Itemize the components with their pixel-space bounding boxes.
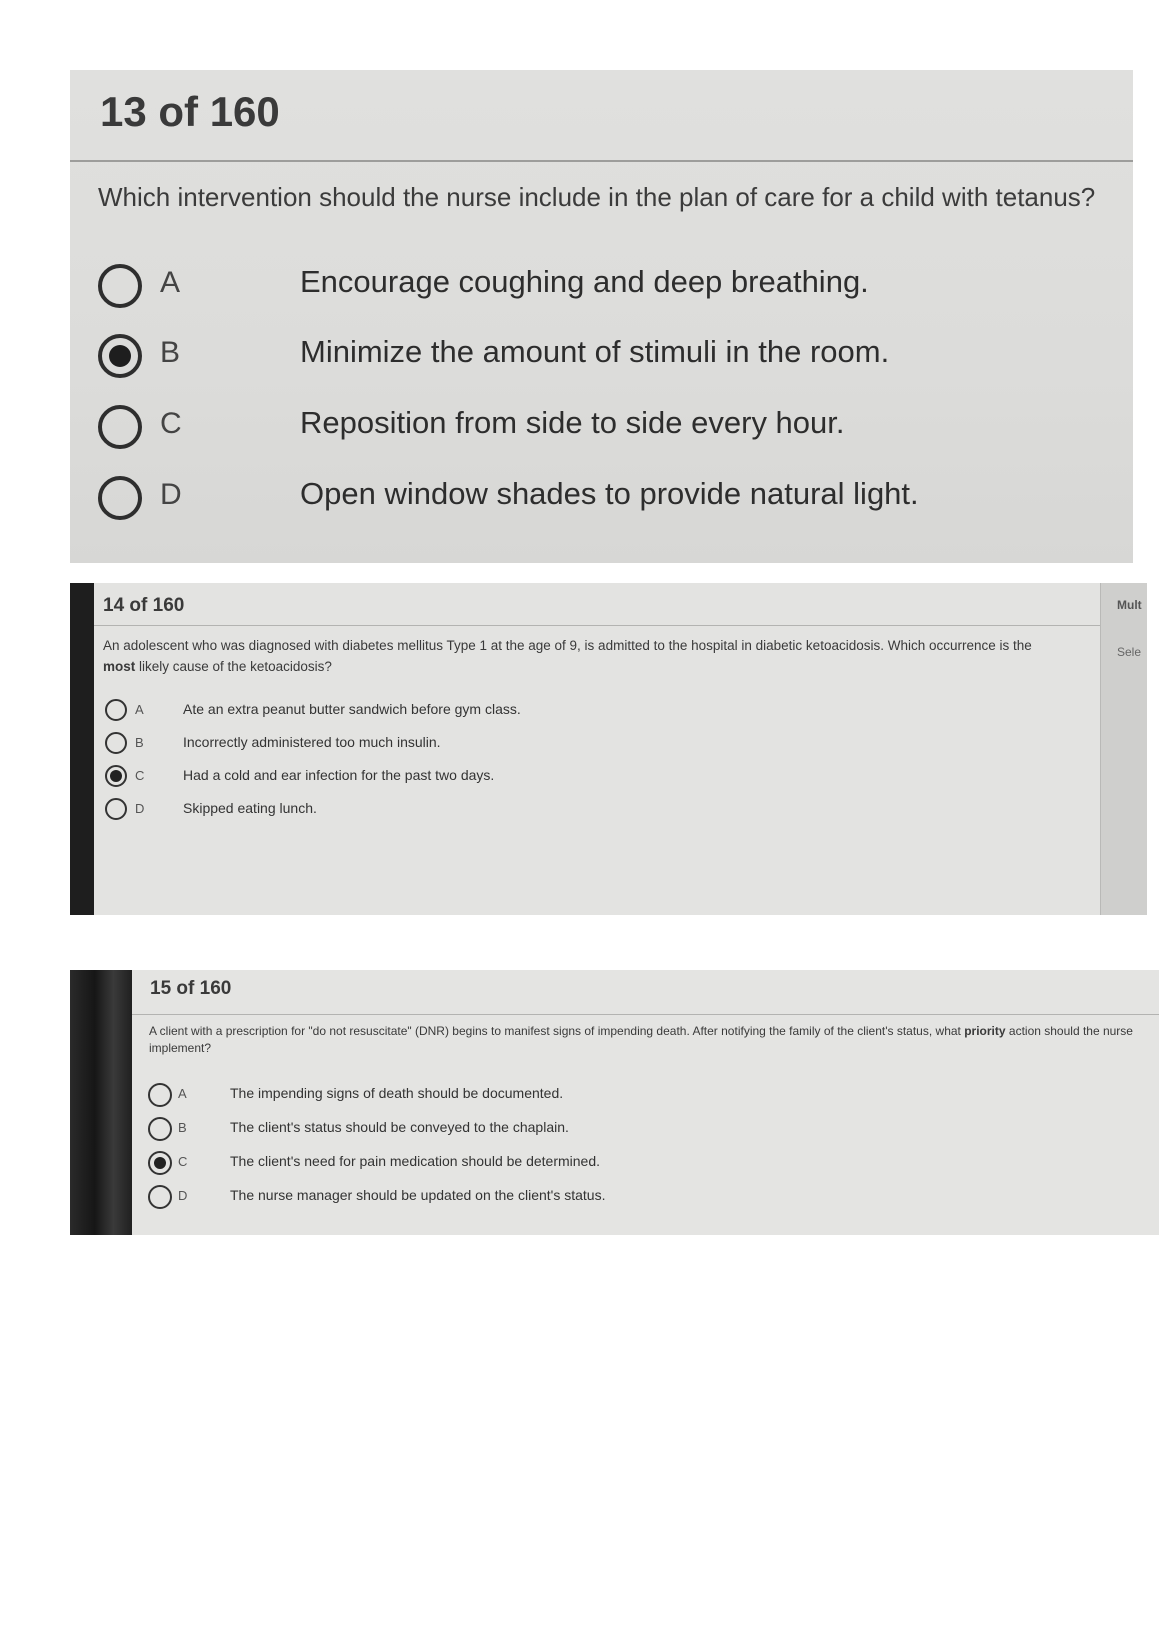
option-text: Open window shades to provide natural light.: [300, 476, 919, 511]
option-d[interactable]: [148, 1184, 748, 1214]
radio-button[interactable]: [148, 1117, 172, 1141]
option-a[interactable]: [105, 698, 705, 726]
question-counter: 13 of 160: [100, 88, 280, 135]
side-panel-subtitle: Sele: [1117, 645, 1142, 659]
option-text: Encourage coughing and deep breathing.: [300, 264, 869, 299]
radio-button[interactable]: [98, 264, 142, 308]
question-header: [70, 70, 1133, 162]
radio-button-selected[interactable]: [105, 765, 127, 787]
option-text: Reposition from side to side every hour.: [300, 405, 845, 440]
option-text: The nurse manager should be updated on the client's status.: [230, 1187, 606, 1203]
radio-button[interactable]: [98, 405, 142, 449]
option-d[interactable]: [98, 472, 1098, 528]
question-14-panel: [70, 583, 1147, 915]
radio-button[interactable]: [148, 1083, 172, 1107]
question-text: Which intervention should the nurse include in the plan of care for a child with tetanus?: [98, 182, 1096, 212]
option-a[interactable]: [148, 1082, 748, 1112]
question-header: [94, 583, 1101, 626]
radio-button[interactable]: [98, 476, 142, 520]
option-letter: B: [135, 735, 144, 750]
option-letter: A: [178, 1086, 187, 1101]
option-d[interactable]: [105, 797, 705, 825]
radio-button[interactable]: [105, 732, 127, 754]
option-c[interactable]: [148, 1150, 748, 1180]
question-emphasis: most: [103, 659, 136, 674]
question-text-part: action should the nurse implement?: [149, 1024, 1133, 1055]
option-text: Had a cold and ear infection for the past two days.: [183, 767, 495, 783]
option-c[interactable]: [98, 401, 1098, 457]
option-b[interactable]: [148, 1116, 748, 1146]
question-header: [132, 970, 1159, 1015]
option-letter: D: [178, 1188, 188, 1203]
left-window-edge: [70, 583, 94, 915]
radio-button-selected[interactable]: [98, 334, 142, 378]
question-emphasis: priority: [964, 1024, 1006, 1038]
option-text: Incorrectly administered too much insulin.: [183, 734, 441, 750]
question-text-part: A client with a prescription for "do not resuscitate" (DNR) begins to manifest signs of impending death. After notifying the family of the client's status, what: [149, 1024, 965, 1038]
side-panel: [1100, 583, 1147, 915]
question-counter: 15 of 160: [150, 978, 232, 999]
question-text: [103, 635, 1058, 677]
option-text: Minimize the amount of stimuli in the room.: [300, 334, 890, 369]
radio-button[interactable]: [148, 1185, 172, 1209]
option-c[interactable]: [105, 764, 705, 792]
question-counter: 14 of 160: [103, 595, 185, 616]
option-letter: A: [135, 702, 144, 717]
option-letter: C: [160, 407, 182, 440]
left-window-edge: [70, 970, 132, 1235]
option-b[interactable]: [105, 731, 705, 759]
option-letter: D: [160, 478, 182, 511]
question-text-part: An adolescent who was diagnosed with diabetes mellitus Type 1 at the age of 9, is admitted to the hospital in diabetic ketoacidosis. Which occurrence is the: [103, 638, 1032, 653]
question-13-panel: [70, 70, 1133, 563]
radio-button-selected[interactable]: [148, 1151, 172, 1175]
radio-button[interactable]: [105, 699, 127, 721]
option-letter: B: [160, 336, 181, 369]
option-text: The impending signs of death should be documented.: [230, 1085, 564, 1101]
option-letter: C: [178, 1154, 188, 1169]
option-text: Skipped eating lunch.: [183, 800, 317, 816]
question-15-panel: [70, 970, 1159, 1235]
radio-button[interactable]: [105, 798, 127, 820]
option-letter: D: [135, 801, 145, 816]
question-text-part: likely cause of the ketoacidosis?: [135, 659, 332, 674]
side-panel-title: Mult: [1117, 598, 1142, 612]
option-b[interactable]: [98, 330, 1098, 386]
option-a[interactable]: [98, 260, 1098, 316]
option-text: Ate an extra peanut butter sandwich before gym class.: [183, 701, 521, 717]
option-letter: C: [135, 768, 145, 783]
option-letter: B: [178, 1120, 187, 1135]
option-text: The client's need for pain medication should be determined.: [230, 1153, 601, 1169]
option-text: The client's status should be conveyed to the chaplain.: [230, 1119, 569, 1135]
option-letter: A: [160, 266, 181, 299]
question-text: [149, 1023, 1159, 1057]
